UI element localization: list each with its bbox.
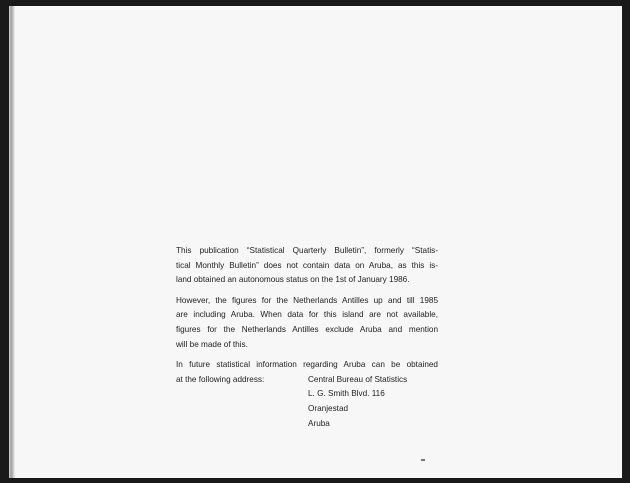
paragraph-address: [176, 358, 438, 431]
notice-text-block: [176, 244, 438, 437]
address-country: Aruba: [308, 418, 330, 428]
text-line: are including Aruba. When data for this island are not available,: [176, 310, 438, 320]
text-line: However, the figures for the Netherlands Antilles up and till 1985: [176, 295, 438, 305]
paragraph-aruba-notice: [176, 244, 438, 288]
text-line: figures for the Netherlands Antilles exclude Aruba and mention: [176, 324, 438, 334]
address-intro: In future statistical information regarding Aruba can be obtained: [176, 360, 438, 370]
address-city: Oranjestad: [308, 403, 349, 413]
text-line: land obtained an autonomous status on the 1st of January 1986.: [176, 275, 410, 285]
text-line: tical Monthly Bulletin” does not contain data on Aruba, as this is-: [176, 260, 438, 270]
address-row: [176, 373, 438, 431]
scan-artifact-mark: [421, 459, 425, 461]
address-street: L. G. Smith Blvd. 116: [308, 389, 385, 399]
address-organization: Central Bureau of Statistics: [308, 374, 408, 384]
page-spine-shadow: [9, 6, 15, 478]
paragraph-figures-notice: [176, 294, 438, 352]
text-line: will be made of this.: [176, 339, 248, 349]
address-lines: [308, 373, 407, 431]
document-page: [9, 6, 622, 478]
address-label: at the following address:: [176, 374, 265, 384]
text-line: This publication “Statistical Quarterly Bulletin”, formerly “Statis-: [176, 246, 438, 255]
